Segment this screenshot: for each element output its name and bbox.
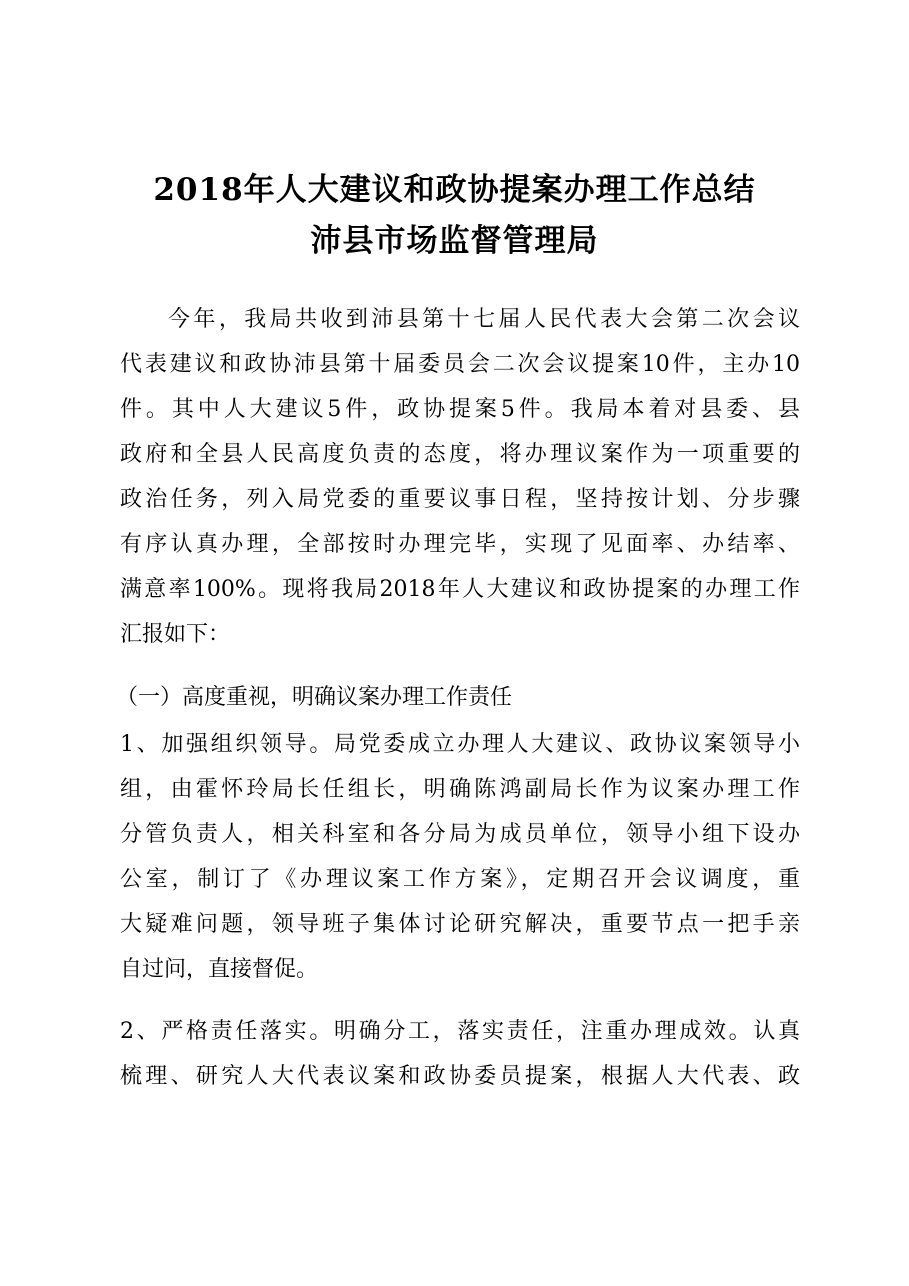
paragraph-line: 满意率100%。现将我局2018年人大建议和政协提案的办理工作 [120,577,800,602]
paragraph-line: 汇报如下： [120,622,231,647]
paragraph-line: 件。其中人大建议5件，政协提案5件。我局本着对县委、县 [120,397,800,422]
paragraph-line: 政府和全县人民高度负责的态度，将办理议案作为一项重要的 [120,442,800,467]
paragraph-line: 1、加强组织领导。局党委成立办理人大建议、政协议案领导小 [120,732,800,757]
paragraph-line: 组，由霍怀玲局长任组长，明确陈鸿副局长作为议案办理工作 [120,777,800,802]
section-heading-text: （一）高度重视，明确议案办理工作责任 [116,685,513,710]
paragraph-line: 分管负责人，相关科室和各分局为成员单位，领导小组下设办 [120,822,800,847]
paragraph-item-1 [120,722,800,992]
paragraph-item-2 [120,1009,800,1099]
document-subtitle: 沛县市场监督管理局 [310,223,599,259]
paragraph-line: 代表建议和政协沛县第十届委员会二次会议提案10件，主办10 [120,352,800,377]
paragraph-line: 自过问，直接督促。 [120,957,319,982]
document-title: 2018年人大建议和政协提案办理工作总结 [153,172,756,208]
paragraph-intro [120,297,800,657]
paragraph-line: 政治任务，列入局党委的重要议事日程，坚持按计划、分步骤 [120,487,800,512]
paragraph-line: 今年，我局共收到沛县第十七届人民代表大会第二次会议 [168,307,800,332]
paragraph-line: 大疑难问题，领导班子集体讨论研究解决，重要节点一把手亲 [120,912,800,937]
paragraph-line: 有序认真办理，全部按时办理完毕，实现了见面率、办结率、 [120,532,800,557]
paragraph-line: 2、严格责任落实。明确分工，落实责任，注重办理成效。认真 [120,1019,800,1044]
paragraph-line: 梳理、研究人大代表议案和政协委员提案，根据人大代表、政 [120,1064,800,1089]
paragraph-line: 公室，制订了《办理议案工作方案》，定期召开会议调度，重 [120,867,800,892]
section-heading [116,675,796,720]
